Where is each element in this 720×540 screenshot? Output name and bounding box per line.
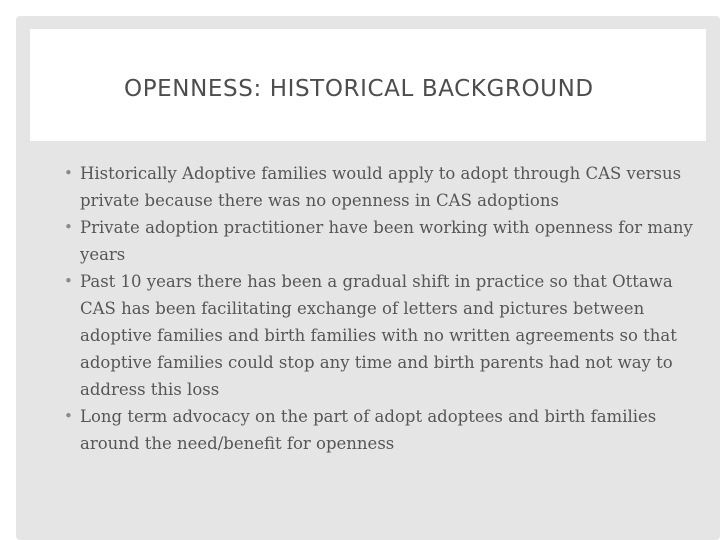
bullet-item <box>64 403 704 457</box>
bullet-icon: • <box>64 164 73 182</box>
slide <box>16 16 720 540</box>
bullet-text: Private adoption practitioner have been working with openness for many years <box>80 218 693 264</box>
bullet-text: Long term advocacy on the part of adopt adoptees and birth families around the need/benefit for openness <box>80 407 657 453</box>
title-box <box>30 29 706 141</box>
bullet-list <box>64 160 704 457</box>
bullet-item <box>64 268 704 403</box>
bullet-icon: • <box>64 407 73 425</box>
bullet-icon: • <box>64 272 73 290</box>
bullet-text: Past 10 years there has been a gradual shift in practice so that Ottawa CAS has been facilitating exchange of letters and pictures between adoptive families and birth families with no written agreements so that adoptive families could stop any time and birth parents had not way to address this loss <box>80 272 677 399</box>
bullet-icon: • <box>64 218 73 236</box>
slide-title: OPENNESS: HISTORICAL BACKGROUND <box>124 76 594 102</box>
bullet-item <box>64 214 704 268</box>
bullet-item <box>64 160 704 214</box>
bullet-text: Historically Adoptive families would apply to adopt through CAS versus private because there was no openness in CAS adoptions <box>80 164 682 210</box>
